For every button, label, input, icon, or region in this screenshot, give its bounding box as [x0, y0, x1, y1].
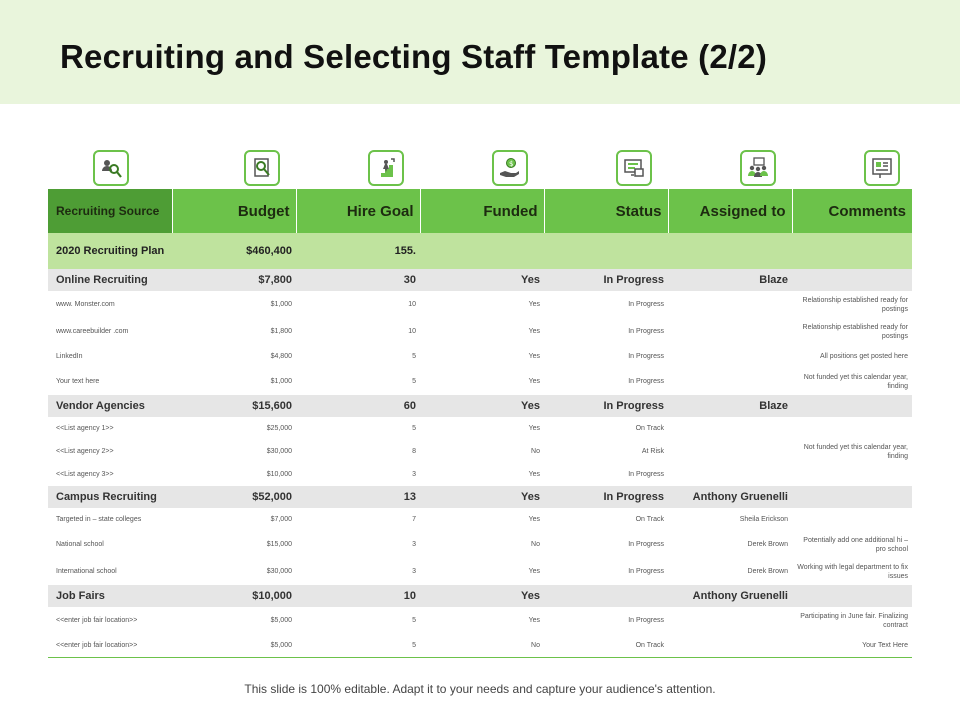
- source-cell: <<List agency 3>>: [48, 463, 172, 486]
- comments-cell: [792, 417, 912, 440]
- category-row: [48, 585, 912, 607]
- source-cell: Campus Recruiting: [48, 486, 172, 508]
- status-cell: In Progress: [544, 463, 668, 486]
- assigned-cell: [668, 417, 792, 440]
- source-cell: Targeted in – state colleges: [48, 508, 172, 531]
- assigned-cell: [668, 440, 792, 463]
- source-cell: <<List agency 1>>: [48, 417, 172, 440]
- funded-cell: Yes: [420, 368, 544, 395]
- budget-cell: $4,800: [172, 345, 296, 368]
- status-cell: In Progress: [544, 318, 668, 345]
- hire-goal-cell: 3: [296, 531, 420, 558]
- comments-cell: Not funded yet this calendar year, finding: [792, 368, 912, 395]
- comments-cell: Working with legal department to fix issues: [792, 558, 912, 585]
- assigned-team-icon: [740, 150, 776, 186]
- recruiting-search-icon: [93, 150, 129, 186]
- hire-goal-cell: 5: [296, 607, 420, 634]
- source-cell: www. Monster.com: [48, 291, 172, 318]
- growth-stairs-icon: [368, 150, 404, 186]
- funded-cell: Yes: [420, 463, 544, 486]
- hire-goal-cell: 10: [296, 291, 420, 318]
- source-cell: National school: [48, 531, 172, 558]
- header-recruiting-source: Recruiting Source: [48, 189, 172, 233]
- assigned-cell: [668, 634, 792, 658]
- status-cell: On Track: [544, 508, 668, 531]
- plan-hire-goal: 155.: [296, 233, 420, 269]
- hire-goal-cell: 60: [296, 395, 420, 417]
- plan-assigned: [668, 233, 792, 269]
- status-cell: In Progress: [544, 558, 668, 585]
- status-cell: In Progress: [544, 345, 668, 368]
- source-cell: Online Recruiting: [48, 269, 172, 291]
- hire-goal-cell: 3: [296, 558, 420, 585]
- funded-cell: Yes: [420, 607, 544, 634]
- funded-cell: No: [420, 531, 544, 558]
- header-comments: Comments: [792, 189, 912, 233]
- header-hire-goal: Hire Goal: [296, 189, 420, 233]
- comments-cell: Relationship established ready for postings: [792, 318, 912, 345]
- funded-cell: Yes: [420, 486, 544, 508]
- header-status: Status: [544, 189, 668, 233]
- assigned-cell: [668, 291, 792, 318]
- assigned-cell: Anthony Gruenelli: [668, 486, 792, 508]
- table-row: [48, 368, 912, 395]
- table-row: [48, 291, 912, 318]
- hire-goal-cell: 5: [296, 417, 420, 440]
- hire-goal-cell: 3: [296, 463, 420, 486]
- budget-cell: $1,000: [172, 368, 296, 395]
- hire-goal-cell: 10: [296, 318, 420, 345]
- page-title: Recruiting and Selecting Staff Template (2/2): [60, 38, 768, 75]
- comments-cell: Not funded yet this calendar year, finding: [792, 440, 912, 463]
- funded-cell: Yes: [420, 345, 544, 368]
- assigned-cell: Derek Brown: [668, 558, 792, 585]
- funded-cell: Yes: [420, 318, 544, 345]
- status-cell: [544, 585, 668, 607]
- source-cell: <<List agency 2>>: [48, 440, 172, 463]
- assigned-cell: [668, 607, 792, 634]
- table-header-row: [48, 189, 912, 233]
- comments-board-icon: [864, 150, 900, 186]
- funded-cell: Yes: [420, 269, 544, 291]
- budget-cell: $25,000: [172, 417, 296, 440]
- comments-cell: Your Text Here: [792, 634, 912, 658]
- budget-cell: $5,000: [172, 634, 296, 658]
- table-row: [48, 345, 912, 368]
- hire-goal-cell: 8: [296, 440, 420, 463]
- plan-budget: $460,400: [172, 233, 296, 269]
- plan-status: [544, 233, 668, 269]
- assigned-cell: [668, 463, 792, 486]
- funded-cell: Yes: [420, 508, 544, 531]
- budget-cell: $1,000: [172, 291, 296, 318]
- header-assigned-to: Assigned to: [668, 189, 792, 233]
- status-cell: In Progress: [544, 291, 668, 318]
- assigned-cell: [668, 368, 792, 395]
- comments-cell: All positions get posted here: [792, 345, 912, 368]
- status-cell: In Progress: [544, 368, 668, 395]
- header-funded: Funded: [420, 189, 544, 233]
- source-cell: Your text here: [48, 368, 172, 395]
- category-row: [48, 486, 912, 508]
- funded-cell: No: [420, 634, 544, 658]
- hire-goal-cell: 5: [296, 345, 420, 368]
- funded-cell: No: [420, 440, 544, 463]
- comments-cell: [792, 269, 912, 291]
- comments-cell: [792, 585, 912, 607]
- title-band: [0, 0, 960, 104]
- hire-goal-cell: 5: [296, 368, 420, 395]
- source-cell: <<enter job fair location>>: [48, 634, 172, 658]
- table-row: [48, 531, 912, 558]
- source-cell: Vendor Agencies: [48, 395, 172, 417]
- status-cell: On Track: [544, 417, 668, 440]
- assigned-cell: Blaze: [668, 269, 792, 291]
- category-row: [48, 395, 912, 417]
- status-cell: In Progress: [544, 486, 668, 508]
- budget-cell: $52,000: [172, 486, 296, 508]
- budget-cell: $10,000: [172, 463, 296, 486]
- assigned-cell: Sheila Erickson: [668, 508, 792, 531]
- status-cell: On Track: [544, 634, 668, 658]
- table-row: [48, 634, 912, 658]
- table-row: [48, 440, 912, 463]
- hire-goal-cell: 7: [296, 508, 420, 531]
- recruiting-table: [48, 189, 912, 658]
- hire-goal-cell: 5: [296, 634, 420, 658]
- assigned-cell: [668, 318, 792, 345]
- plan-label: 2020 Recruiting Plan: [48, 233, 172, 269]
- funding-hand-coin-icon: [492, 150, 528, 186]
- plan-funded: [420, 233, 544, 269]
- status-cell: At Risk: [544, 440, 668, 463]
- plan-comments: [792, 233, 912, 269]
- budget-cell: $10,000: [172, 585, 296, 607]
- hire-goal-cell: 30: [296, 269, 420, 291]
- comments-cell: [792, 486, 912, 508]
- assigned-cell: Derek Brown: [668, 531, 792, 558]
- funded-cell: Yes: [420, 558, 544, 585]
- table-row: [48, 318, 912, 345]
- budget-cell: $15,000: [172, 531, 296, 558]
- comments-cell: Potentially add one additional hi – pro school: [792, 531, 912, 558]
- budget-cell: $1,800: [172, 318, 296, 345]
- source-cell: Job Fairs: [48, 585, 172, 607]
- hire-goal-cell: 13: [296, 486, 420, 508]
- funded-cell: Yes: [420, 417, 544, 440]
- category-row: [48, 269, 912, 291]
- budget-cell: $30,000: [172, 440, 296, 463]
- source-cell: International school: [48, 558, 172, 585]
- comments-cell: [792, 508, 912, 531]
- svg-text:$: $: [509, 160, 514, 168]
- header-icons-row: [0, 150, 960, 186]
- assigned-cell: Anthony Gruenelli: [668, 585, 792, 607]
- assigned-cell: [668, 345, 792, 368]
- budget-cell: $5,000: [172, 607, 296, 634]
- hire-goal-cell: 10: [296, 585, 420, 607]
- plan-row: [48, 233, 912, 269]
- budget-cell: $15,600: [172, 395, 296, 417]
- funded-cell: Yes: [420, 291, 544, 318]
- table-row: [48, 607, 912, 634]
- comments-cell: [792, 463, 912, 486]
- status-cell: In Progress: [544, 531, 668, 558]
- table-row: [48, 417, 912, 440]
- status-cell: In Progress: [544, 607, 668, 634]
- comments-cell: [792, 395, 912, 417]
- comments-cell: Relationship established ready for postings: [792, 291, 912, 318]
- budget-document-icon: [244, 150, 280, 186]
- source-cell: www.careebuilder .com: [48, 318, 172, 345]
- footer-note: This slide is 100% editable. Adapt it to your needs and capture your audience's attention.: [244, 682, 716, 696]
- budget-cell: $30,000: [172, 558, 296, 585]
- table-row: [48, 508, 912, 531]
- status-cell: In Progress: [544, 269, 668, 291]
- header-budget: Budget: [172, 189, 296, 233]
- funded-cell: Yes: [420, 585, 544, 607]
- budget-cell: $7,000: [172, 508, 296, 531]
- source-cell: <<enter job fair location>>: [48, 607, 172, 634]
- comments-cell: Participating in June fair. Finalizing contract: [792, 607, 912, 634]
- table-row: [48, 558, 912, 585]
- table-row: [48, 463, 912, 486]
- funded-cell: Yes: [420, 395, 544, 417]
- status-monitor-icon: [616, 150, 652, 186]
- status-cell: In Progress: [544, 395, 668, 417]
- source-cell: LinkedIn: [48, 345, 172, 368]
- assigned-cell: Blaze: [668, 395, 792, 417]
- budget-cell: $7,800: [172, 269, 296, 291]
